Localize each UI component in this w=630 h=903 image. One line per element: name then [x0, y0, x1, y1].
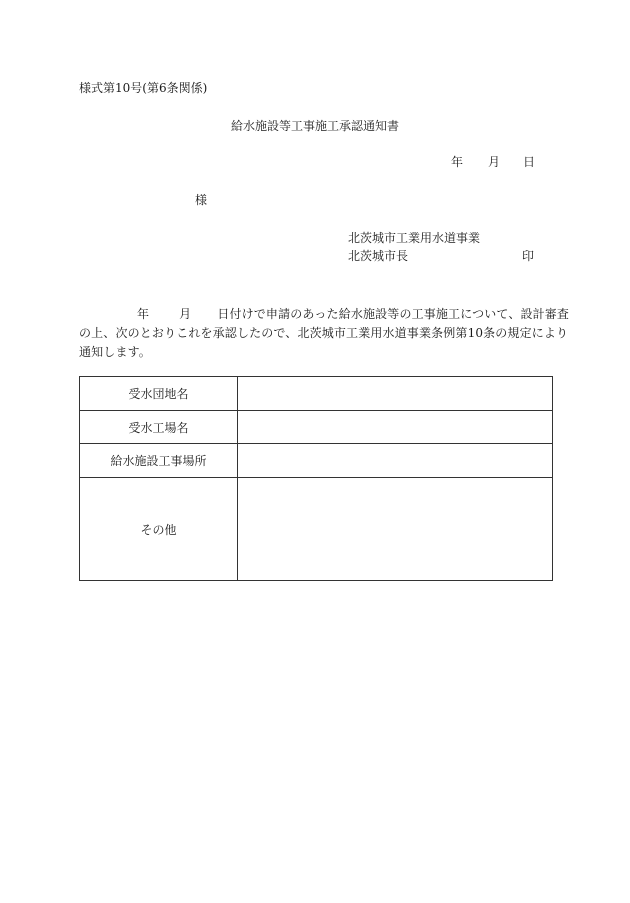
date-day-label: 日	[523, 155, 536, 169]
seal-mark: 印	[522, 249, 535, 263]
row-value-other[interactable]	[238, 478, 553, 581]
row-value-receiving-factory[interactable]	[238, 411, 553, 444]
body-line-2: の上、次のとおりこれを承認したので、北茨城市工業用水道事業条例第10条の規定により	[79, 326, 569, 340]
body-line-3: 通知します。	[79, 345, 151, 359]
body-month-label: 月	[179, 307, 192, 321]
document-title: 給水施設等工事施工承認通知書	[230, 119, 399, 133]
form-number: 様式第10号(第6条関係)	[79, 81, 208, 95]
sender-title: 北茨城市長	[348, 249, 409, 263]
sender-organization: 北茨城市工業用水道事業	[348, 231, 481, 245]
date-year-label: 年	[451, 155, 464, 169]
addressee-suffix: 様	[195, 193, 208, 207]
table-row	[80, 377, 553, 411]
row-label-other: その他	[80, 478, 238, 581]
row-value-construction-site[interactable]	[238, 444, 553, 478]
details-table	[79, 376, 553, 581]
table-row	[80, 411, 553, 444]
table-row	[80, 444, 553, 478]
body-line-1	[79, 305, 570, 324]
row-value-receiving-complex[interactable]	[238, 377, 553, 411]
row-label-construction-site: 給水施設工事場所	[80, 444, 238, 478]
body-paragraph	[79, 305, 570, 362]
date-month-label: 月	[488, 155, 501, 169]
body-line-1-text: 日付けで申請のあった給水施設等の工事施工について、設計審査	[217, 307, 570, 321]
body-year-label: 年	[137, 307, 150, 321]
row-label-receiving-complex: 受水団地名	[80, 377, 238, 411]
table-row	[80, 478, 553, 581]
row-label-receiving-factory: 受水工場名	[80, 411, 238, 444]
